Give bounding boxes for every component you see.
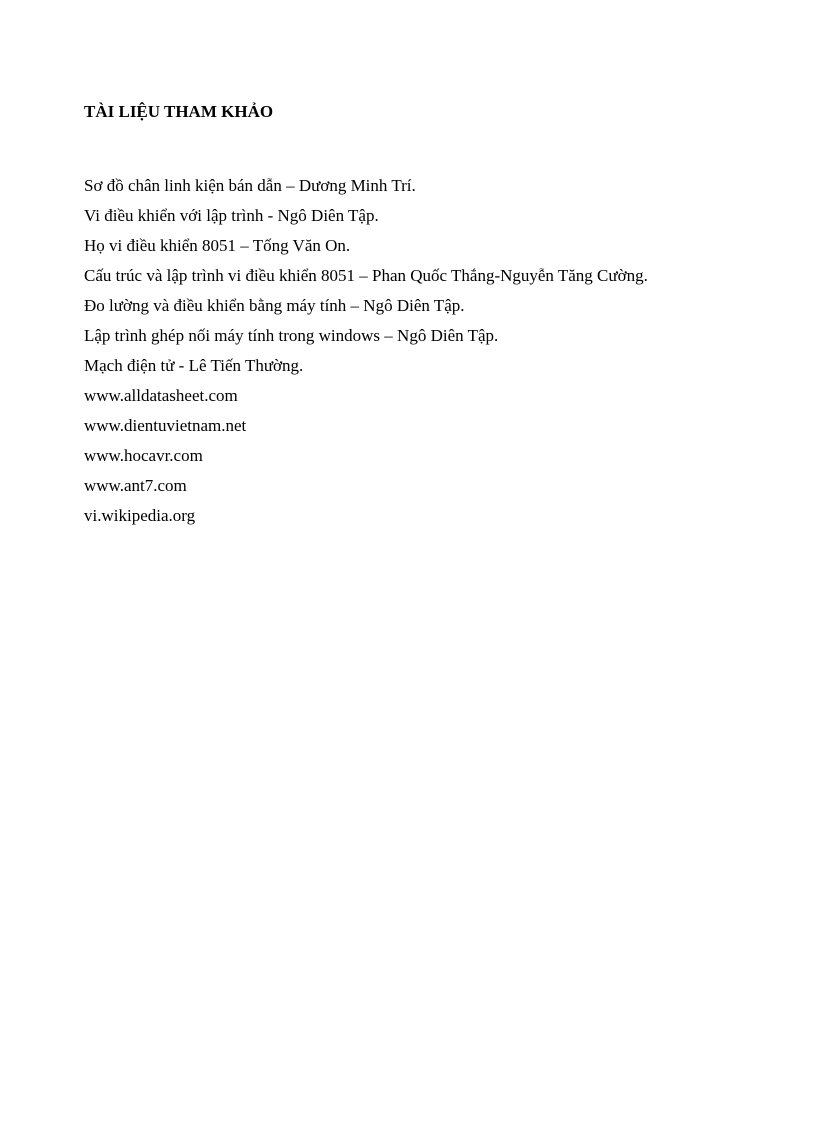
- reference-link: vi.wikipedia.org: [84, 506, 196, 525]
- references-list: [84, 171, 648, 531]
- references-heading: TÀI LIỆU THAM KHẢO: [84, 102, 274, 121]
- reference-item: Họ vi điều khiển 8051 – Tống Văn On.: [84, 236, 351, 255]
- reference-item: Lập trình ghép nối máy tính trong windows – Ngô Diên Tập.: [84, 326, 499, 345]
- reference-link: www.alldatasheet.com: [84, 386, 238, 405]
- reference-item: Đo lường và điều khiển bằng máy tính – Ngô Diên Tập.: [84, 296, 465, 315]
- reference-item: Sơ đồ chân linh kiện bán dẫn – Dương Minh Trí.: [84, 176, 416, 195]
- reference-item: Cấu trúc và lập trình vi điều khiển 8051 – Phan Quốc Thắng-Nguyễn Tăng Cường.: [84, 266, 648, 285]
- reference-link: www.hocavr.com: [84, 446, 203, 465]
- reference-link: www.dientuvietnam.net: [84, 416, 247, 435]
- reference-link: www.ant7.com: [84, 476, 187, 495]
- reference-item: Mạch điện tử - Lê Tiến Thường.: [84, 356, 304, 375]
- reference-item: Vi điều khiển với lập trình - Ngô Diên Tập.: [84, 206, 379, 225]
